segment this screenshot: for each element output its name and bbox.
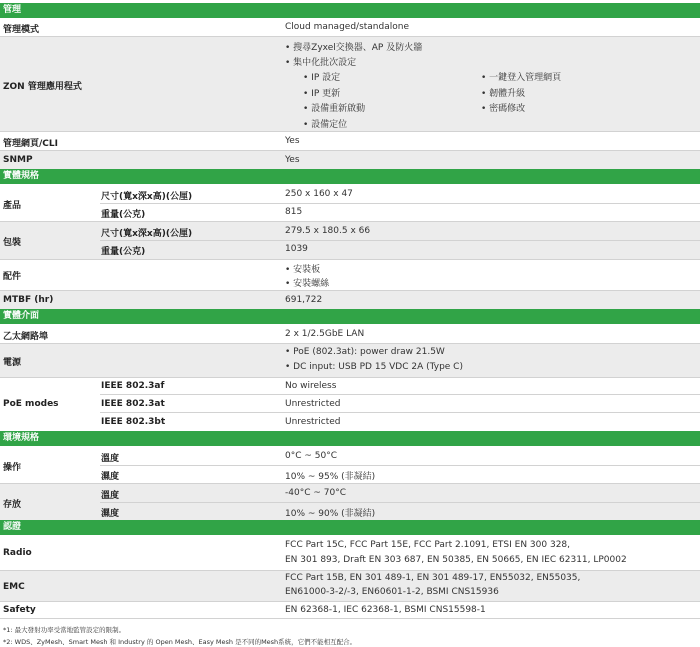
row-sublabel: 濕度 [101, 472, 120, 482]
divider [100, 502, 700, 503]
footnote: *1: 最大發射功率受當地監管設定的限制。 [3, 626, 126, 634]
row-label: 管理網頁/CLI [3, 139, 58, 149]
row-label: 操作 [3, 463, 22, 473]
row-label: 存放 [3, 500, 22, 510]
row-value: 1039 [285, 244, 308, 254]
row-label: MTBF (hr) [3, 295, 54, 305]
row-label: PoE modes [3, 399, 59, 409]
row-value: Yes [285, 155, 300, 165]
section-header-physical [0, 169, 700, 184]
row-sublabel: 尺寸(寬x深x高)(公厘) [101, 192, 193, 202]
poe-value: Unrestricted [285, 417, 341, 427]
row-label: 管理模式 [3, 25, 40, 35]
row-value: -40°C ~ 70°C [285, 488, 346, 498]
zon-sub-item: • 設備重新啟動 [303, 104, 366, 114]
section-header-certification [0, 520, 700, 535]
row-label: 配件 [3, 272, 22, 282]
zon-sub-item: • IP 設定 [303, 73, 341, 83]
row-value-line: EN 301 893, Draft EN 303 687, EN 50385, EN 50665, EN IEC 62311, LP0002 [285, 555, 627, 565]
divider [100, 394, 700, 395]
row-label: Safety [3, 605, 36, 615]
row-value: 0°C ~ 50°C [285, 451, 338, 461]
row-mtbf [0, 291, 700, 309]
row-sublabel: 重量(公克) [101, 210, 146, 220]
accessory-item: • 安裝板 [285, 265, 321, 275]
poe-standard: IEEE 802.3af [101, 381, 165, 391]
row-safety [0, 602, 700, 618]
power-item: • PoE (802.3at): power draw 21.5W [285, 347, 445, 357]
footnote: *2: WDS、ZyMesh、Smart Mesh 和 Industry 的 Open Mesh、Easy Mesh 是不同的Mesh系統，它們不能相互配合。 [3, 638, 357, 646]
row-label: EMC [3, 582, 25, 592]
zon-item: • 集中化批次設定 [285, 58, 357, 68]
section-title: 管理 [3, 5, 22, 15]
row-label: SNMP [3, 155, 33, 165]
zon-sub-item: • IP 更新 [303, 89, 341, 99]
divider [100, 412, 700, 413]
row-power [0, 344, 700, 377]
row-accessory [0, 260, 700, 290]
zon-sub-item: • 一鍵登入管理網頁 [481, 73, 562, 83]
divider [100, 465, 700, 466]
row-management-mode [0, 18, 700, 36]
row-web-cli [0, 132, 700, 150]
row-snmp [0, 151, 700, 169]
row-value-line: FCC Part 15C, FCC Part 15E, FCC Part 2.1091, ETSI EN 300 328, [285, 540, 571, 550]
row-sublabel: 濕度 [101, 509, 120, 519]
row-value: 250 x 160 x 47 [285, 189, 353, 199]
poe-standard: IEEE 802.3bt [101, 417, 166, 427]
row-poe-modes [0, 378, 700, 431]
row-value: 815 [285, 207, 303, 217]
row-sublabel: 尺寸(寬x深x高)(公厘) [101, 229, 193, 239]
power-item: • DC input: USB PD 15 VDC 2A (Type C) [285, 362, 463, 372]
row-zon-app [0, 37, 700, 131]
poe-standard: IEEE 802.3at [101, 399, 165, 409]
zon-sub-item: • 韌體升級 [481, 89, 526, 99]
row-radio [0, 536, 700, 570]
row-label: 產品 [3, 201, 22, 211]
row-label: 包裝 [3, 238, 22, 248]
row-value: 279.5 x 180.5 x 66 [285, 226, 371, 236]
row-value: 10% ~ 90% (非凝結) [285, 509, 376, 519]
row-label: ZON 管理應用程式 [3, 82, 82, 92]
divider [100, 240, 700, 241]
row-value: 691,722 [285, 295, 323, 305]
row-label: 電源 [3, 358, 22, 368]
zon-sub-item: • 設備定位 [303, 120, 348, 130]
zon-sub-item: • 密碼修改 [481, 104, 526, 114]
accessory-item: • 安裝螺絲 [285, 279, 330, 289]
row-value-line: FCC Part 15B, EN 301 489-1, EN 301 489-17, EN55032, EN55035, [285, 573, 581, 583]
row-emc [0, 571, 700, 601]
row-ethernet [0, 325, 700, 343]
row-sublabel: 溫度 [101, 454, 120, 464]
section-header-management [0, 3, 700, 18]
row-value: 2 x 1/2.5GbE LAN [285, 329, 365, 339]
section-title: 環境規格 [3, 433, 40, 443]
section-title: 實體規格 [3, 171, 40, 181]
row-value-line: EN61000-3-2/-3, EN60601-1-2, BSMI CNS15936 [285, 587, 499, 597]
row-sublabel: 溫度 [101, 491, 120, 501]
row-label: Radio [3, 548, 32, 558]
row-value: EN 62368-1, IEC 62368-1, BSMI CNS15598-1 [285, 605, 486, 615]
poe-value: No wireless [285, 381, 337, 391]
row-value: Cloud managed/standalone [285, 22, 409, 32]
section-header-environment [0, 431, 700, 446]
divider [100, 203, 700, 204]
row-value: 10% ~ 95% (非凝結) [285, 472, 376, 482]
section-title: 認證 [3, 522, 22, 532]
row-value: Yes [285, 136, 300, 146]
row-label: 乙太網路埠 [3, 332, 49, 342]
divider [0, 618, 700, 619]
row-sublabel: 重量(公克) [101, 247, 146, 257]
section-title: 實體介面 [3, 311, 40, 321]
zon-item: • 搜尋Zyxel交換器、AP 及防火牆 [285, 43, 423, 53]
poe-value: Unrestricted [285, 399, 341, 409]
section-header-interface [0, 309, 700, 324]
